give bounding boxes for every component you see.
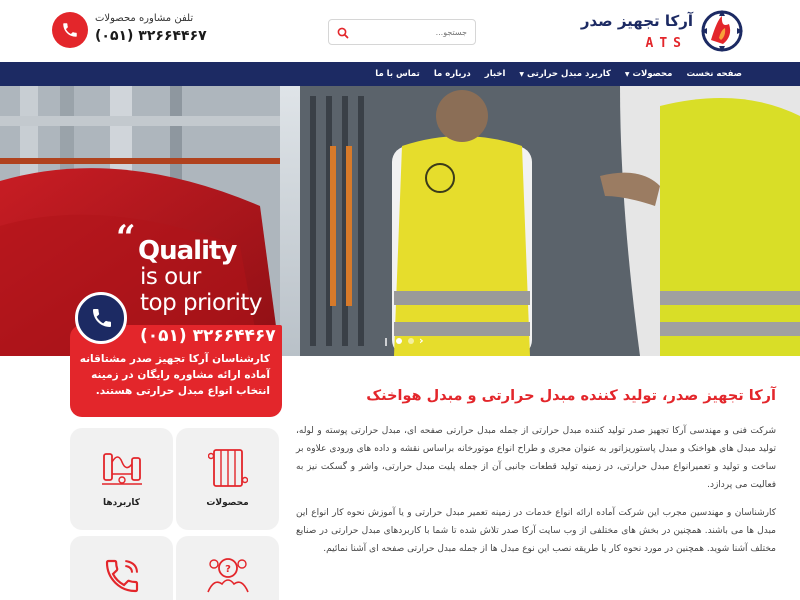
slider-dot[interactable] — [408, 338, 414, 344]
brand-subtitle: ATS — [645, 36, 687, 51]
hero-slogan-line3: top priority — [140, 290, 262, 316]
phone-number[interactable]: (۰۵۱) ۳۲۶۶۴۴۶۷ — [95, 28, 207, 44]
intro-paragraph-1: شرکت فنی و مهندسی آرکا تجهیز صدر تولید کننده مبدل حرارتی از جمله مبدل حرارتی صفحه ای، مبدل حرارتی پوسته و لوله، تولید مبدل های هواخنک و مبدل پاستوریزاتور به عنوان مجری و طراح انواع موتورخانه براساس نقشه و داده های ورودی علاوه بر ساخت و تولید و تعمیرانواع مبدل حرارتی، در زمینه تولید قطعات جانبی آن از جمله پلیت مبدل حرارتی، واشر و گسکت نیز به فعالیت می پردازد. — [296, 426, 776, 490]
phone-handset-icon — [102, 556, 142, 596]
site-logo[interactable] — [535, 6, 745, 58]
phone-label: تلفن مشاوره محصولات — [95, 13, 194, 24]
nav-item-about[interactable]: درباره ما — [433, 69, 471, 79]
intro-section — [296, 388, 776, 568]
hero-quote-mark: “ — [116, 218, 136, 258]
card-consultation[interactable] — [176, 536, 279, 600]
hero-slogan-line2: is our — [140, 264, 201, 290]
phone-icon — [61, 21, 79, 39]
chevron-down-icon: ▼ — [519, 70, 525, 78]
card-products[interactable] — [176, 428, 279, 530]
brand-title: آرکا تجهیز صدر — [580, 12, 693, 30]
nav-item-applications[interactable]: کاربرد مبدل حرارتی ▼ — [519, 69, 611, 79]
main-nav — [0, 62, 800, 86]
slider-dot[interactable] — [396, 338, 402, 344]
nav-item-contact[interactable]: تماس با ما — [375, 69, 420, 79]
card-applications-label: کاربردها — [102, 498, 140, 508]
card-contact[interactable] — [70, 536, 173, 600]
site-header — [0, 0, 800, 62]
slider-next-icon[interactable]: › — [419, 334, 424, 347]
slider-dots — [396, 338, 414, 344]
svg-text:?: ? — [225, 564, 231, 575]
card-products-label: محصولات — [206, 498, 249, 508]
nav-item-products[interactable]: محصولات ▼ — [624, 69, 673, 79]
callout-phone-circle[interactable] — [75, 292, 127, 344]
intro-title: آرکا تجهیز صدر، تولید کننده مبدل حرارتی و مبدل هواخنک — [366, 388, 776, 404]
nav-item-news[interactable]: اخبار — [484, 69, 506, 79]
card-applications[interactable] — [70, 428, 173, 530]
team-support-icon — [206, 554, 250, 596]
chevron-down-icon: ▼ — [624, 70, 630, 78]
search-input[interactable] — [349, 23, 467, 41]
slider-pause-indicator[interactable] — [385, 338, 387, 346]
nav-list — [375, 62, 742, 86]
phone-icon — [90, 306, 114, 330]
heat-exchanger-icon — [208, 446, 248, 490]
callout-text: کارشناسان آرکا تجهیز صدر مشتاقانه آماده ارائه مشاوره رایگان در زمینه انتخاب انواع مبدل حرارتی هستند. — [79, 353, 270, 397]
phone-icon-circle[interactable] — [52, 12, 88, 48]
search-icon[interactable] — [336, 26, 350, 40]
intro-paragraph-2: کارشناسان و مهندسین مجرب این شرکت آماده ارائه انواع خدمات در زمینه تعمیر مبدل حرارتی و یا آموزش نحوه کار انواع این مبدل ها می باشند. همچنین در بخش های مختلفی از وب سایت آرکا صدر تلاش شده تا شما با کاربردهای مبدل حرارتی در صنایع مختلف آشنا شوید. همچنین در مورد نحوه کار یا طریقه نصب این نوع مبدل ها از جمله مبدل حرارتی صفحه ای آشنا نمائیم. — [296, 508, 776, 554]
logo-gear-icon — [699, 6, 745, 56]
callout-phone-number[interactable]: (۰۵۱) ۳۲۶۶۴۴۶۷ — [140, 326, 276, 346]
search-box[interactable] — [328, 19, 476, 45]
nav-item-home[interactable]: صفحه نخست — [686, 69, 742, 79]
hero-slogan-line1: Quality — [138, 236, 237, 266]
pipeline-icon — [100, 448, 144, 488]
